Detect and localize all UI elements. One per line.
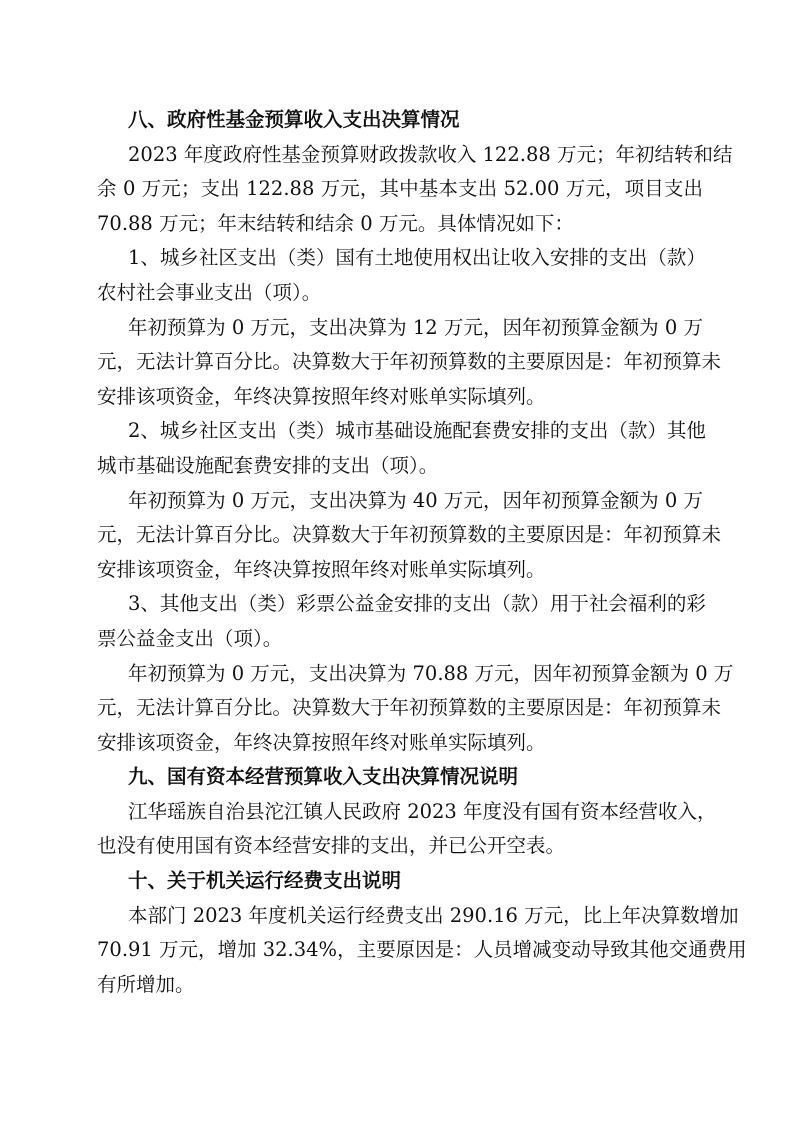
text-line: 安排该项资金，年终决算按照年终对账单实际填列。 bbox=[97, 557, 546, 581]
text-line: 安排该项资金，年终决算按照年终对账单实际填列。 bbox=[97, 384, 546, 408]
text-line: 70.91 万元，增加 32.34%，主要原因是：人员增减变动导致其他交通费用 bbox=[97, 938, 747, 962]
text-line: 九、国有资本经营预算收入支出决算情况说明 bbox=[128, 765, 519, 789]
text-line: 农村社会事业支出（项）。 bbox=[97, 280, 322, 304]
paragraph bbox=[97, 484, 722, 588]
text-line: 本部门 2023 年度机关运行经费支出 290.16 万元，比上年决算数增加 bbox=[128, 903, 739, 927]
text-line: 年初预算为 0 万元，支出决算为 12 万元，因年初预算金额为 0 万 bbox=[128, 315, 703, 339]
paragraph bbox=[97, 414, 706, 483]
text-line: 2023 年度政府性基金预算财政拨款收入 122.88 万元；年初结转和结 bbox=[128, 142, 733, 166]
text-line: 1、城乡社区支出（类）国有土地使用权出让收入安排的支出（款） bbox=[128, 246, 706, 270]
document-page bbox=[97, 103, 747, 1002]
text-line: 票公益金支出（项）。 bbox=[97, 626, 283, 650]
text-line: 江华瑶族自治县沱江镇人民政府 2023 年度没有国有资本经营收入， bbox=[128, 799, 717, 823]
section-heading bbox=[97, 864, 703, 899]
paragraph bbox=[97, 899, 747, 1003]
text-line: 余 0 万元；支出 122.88 万元，其中基本支出 52.00 万元，项目支出 bbox=[97, 177, 703, 201]
text-line: 元，无法计算百分比。决算数大于年初预算数的主要原因是：年初预算未 bbox=[97, 523, 722, 547]
text-line: 元，无法计算百分比。决算数大于年初预算数的主要原因是：年初预算未 bbox=[97, 696, 722, 720]
text-line: 年初预算为 0 万元，支出决算为 40 万元，因年初预算金额为 0 万 bbox=[128, 488, 703, 512]
section-heading bbox=[97, 760, 703, 795]
text-line: 有所增加。 bbox=[97, 972, 195, 996]
text-line: 安排该项资金，年终决算按照年终对账单实际填列。 bbox=[97, 730, 546, 754]
paragraph bbox=[97, 241, 706, 310]
paragraph bbox=[97, 795, 717, 864]
text-line: 城市基础设施配套费安排的支出（项）。 bbox=[97, 453, 439, 477]
text-line: 八、政府性基金预算收入支出决算情况 bbox=[128, 108, 460, 131]
text-line: 元，无法计算百分比。决算数大于年初预算数的主要原因是：年初预算未 bbox=[97, 350, 722, 374]
paragraph bbox=[97, 138, 733, 242]
section-heading bbox=[97, 103, 703, 138]
paragraph bbox=[97, 311, 722, 415]
text-line: 十、关于机关运行经费支出说明 bbox=[128, 869, 402, 893]
paragraph bbox=[97, 587, 706, 656]
text-line: 2、城乡社区支出（类）城市基础设施配套费安排的支出（款）其他 bbox=[128, 419, 706, 443]
text-line: 也没有使用国有资本经营安排的支出，并已公开空表。 bbox=[97, 834, 566, 858]
text-line: 年初预算为 0 万元，支出决算为 70.88 万元，因年初预算金额为 0 万 bbox=[128, 661, 734, 685]
text-line: 70.88 万元；年末结转和结余 0 万元。具体情况如下： bbox=[97, 211, 574, 235]
text-line: 3、其他支出（类）彩票公益金安排的支出（款）用于社会福利的彩 bbox=[128, 592, 706, 616]
paragraph bbox=[97, 657, 734, 761]
